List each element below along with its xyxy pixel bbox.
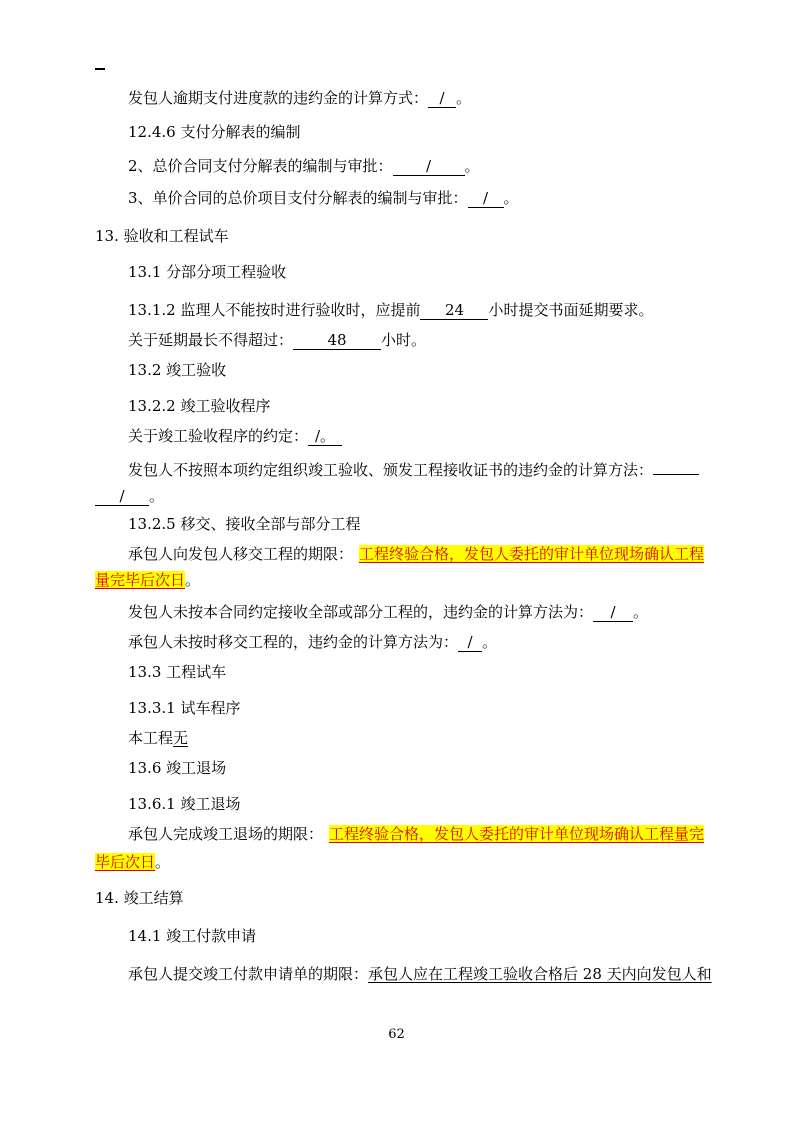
line-max-extension: 关于延期最长不得超过： 48 小时。 <box>128 331 427 349</box>
field-notice-hours: 24 <box>420 301 488 320</box>
line-handover-deadline-cont: 量完毕后次日。 <box>95 571 201 589</box>
line-employer-takeover-penalty: 发包人未按本合同约定接收全部或部分工程的，违约金的计算方法为： / 。 <box>128 603 649 621</box>
line-inspection-notice: 13.1.2 监理人不能按时进行验收时，应提前 24 小时提交书面延期要求。 <box>128 301 654 319</box>
heading-14-1: 14.1 竣工付款申请 <box>128 927 257 945</box>
top-dash-mark <box>95 68 105 70</box>
highlighted-handover-terms: 工程终验合格，发包人委托的审计单位现场确认工程 <box>359 545 705 563</box>
line-exit-deadline-cont: 毕后次日。 <box>95 853 171 871</box>
field-acceptance-procedure: /。 <box>308 427 342 446</box>
line-handover-deadline: 承包人向发包人移交工程的期限： 工程终验合格，发包人委托的审计单位现场确认工程 <box>128 545 705 563</box>
line-late-payment-penalty: 发包人逾期支付进度款的违约金的计算方式： / 。 <box>128 89 472 107</box>
heading-13-2: 13.2 竣工验收 <box>128 361 227 379</box>
line-test-procedure: 本工程无 <box>128 729 189 747</box>
field-final-payment-deadline: 承包人应在工程竣工验收合格后 28 天内向发包人和 <box>368 965 712 983</box>
heading-13-2-5: 13.2.5 移交、接收全部与部分工程 <box>128 515 361 533</box>
field-late-payment-penalty: / <box>428 89 456 108</box>
line-contractor-handover-penalty: 承包人未按时移交工程的，违约金的计算方法为： / 。 <box>128 633 498 651</box>
field-max-extension-hours: 48 <box>293 331 381 350</box>
page-number: 62 <box>388 1027 405 1042</box>
heading-13-6-1: 13.6.1 竣工退场 <box>128 795 241 813</box>
highlighted-exit-terms: 工程终验合格，发包人委托的审计单位现场确认工程量完 <box>329 825 705 843</box>
heading-13-6: 13.6 竣工退场 <box>128 759 227 777</box>
field-test-procedure: 无 <box>173 729 189 747</box>
line-acceptance-penalty: 发包人不按照本项约定组织竣工验收、颁发工程接收证书的违约金的计算方法： <box>128 456 699 480</box>
heading-13-3: 13.3 工程试车 <box>128 663 227 681</box>
heading-12-4-6: 12.4.6 支付分解表的编制 <box>128 123 301 141</box>
line-final-payment-application: 承包人提交竣工付款申请单的期限：承包人应在工程竣工验收合格后 28 天内向发包人和 <box>128 965 712 983</box>
field-contractor-handover-penalty: / <box>458 633 482 652</box>
heading-13: 13. 验收和工程试车 <box>95 227 229 245</box>
field-employer-takeover-penalty: / <box>593 603 633 622</box>
heading-14: 14. 竣工结算 <box>95 889 184 907</box>
highlighted-handover-terms-cont: 量完毕后次日 <box>95 571 186 589</box>
heading-13-2-2: 13.2.2 竣工验收程序 <box>128 397 271 415</box>
line-exit-deadline: 承包人完成竣工退场的期限： 工程终验合格，发包人委托的审计单位现场确认工程量完 <box>128 825 705 843</box>
field-unit-price-breakdown: / <box>468 189 504 208</box>
heading-13-1: 13.1 分部分项工程验收 <box>128 263 287 281</box>
line-total-price-breakdown: 2、总价合同支付分解表的编制与审批： / 。 <box>128 157 480 175</box>
highlighted-exit-terms-cont: 毕后次日 <box>95 853 156 871</box>
field-total-price-breakdown: / <box>393 157 465 176</box>
field-acceptance-penalty: / <box>95 487 149 506</box>
line-acceptance-procedure: 关于竣工验收程序的约定： /。 <box>128 426 342 446</box>
line-unit-price-breakdown: 3、单价合同的总价项目支付分解表的编制与审批： / 。 <box>128 189 519 207</box>
heading-13-3-1: 13.3.1 试车程序 <box>128 699 241 717</box>
line-acceptance-penalty-cont: / 。 <box>95 486 164 506</box>
